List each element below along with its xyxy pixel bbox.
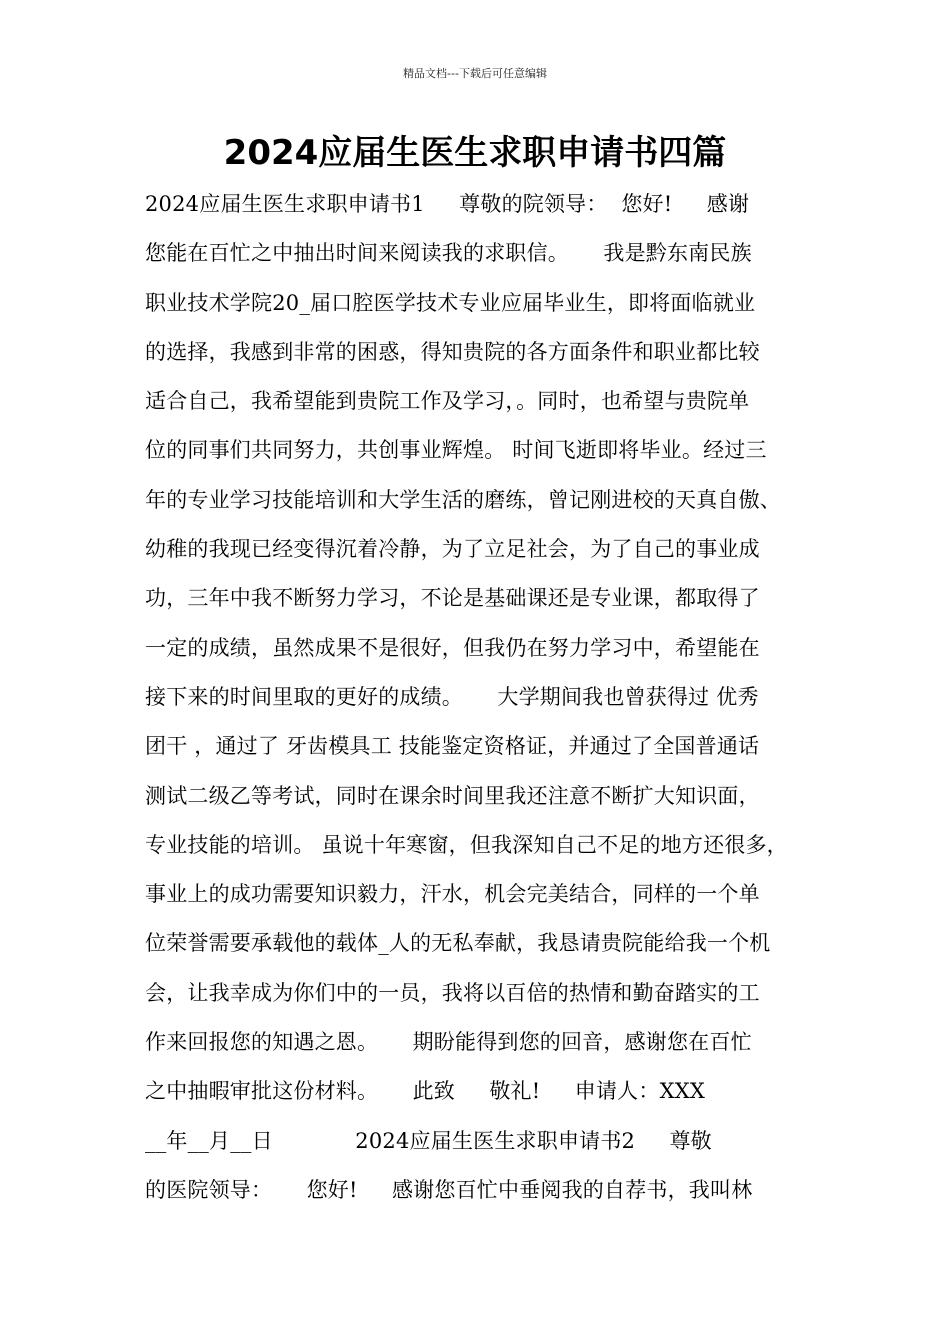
text-line: 职业技术学院20_届口腔医学技术专业应届毕业生，即将面临就业	[145, 290, 756, 315]
document-title: 2024应届生医生求职申请书四篇	[223, 133, 727, 173]
text-line: 的医院领导： 您好! 感谢您百忙中垂阅我的自荐书，我叫林	[145, 1177, 753, 1202]
text-line: 接下来的时间里取的更好的成绩。 大学期间我也曾获得过 优秀	[145, 684, 759, 709]
text-line: 功，三年中我不断努力学习，不论是基础课还是专业课，都取得了	[145, 586, 760, 611]
text-line: 的选择，我感到非常的困惑，得知贵院的各方面条件和职业都比较	[145, 339, 760, 364]
text-line: 您能在百忙之中抽出时间来阅读我的求职信。 我是黔东南民族	[145, 241, 752, 266]
text-line: 一定的成绩，虽然成果不是很好，但我仍在努力学习中，希望能在	[145, 635, 760, 660]
text-line: 专业技能的培训。 虽说十年寒窗，但我深知自己不足的地方还很多，	[145, 832, 788, 857]
text-line: 位荣誉需要承载他的载体_人的无私奉献，我恳请贵院能给我一个机	[145, 931, 771, 956]
text-line: 作来回报您的知遇之恩。 期盼能得到您的回音，感谢您在百忙	[145, 1030, 752, 1055]
text-line: 幼稚的我现已经变得沉着冷静，为了立足社会，为了自己的事业成	[145, 537, 760, 562]
body-text	[145, 180, 835, 1215]
text-line: __年__月__日 2024应届生医生求职申请书2 尊敬	[145, 1128, 712, 1153]
text-line: 测试二级乙等考试，同时在课余时间里我还注意不断扩大知识面，	[145, 783, 760, 808]
text-line: 2024应届生医生求职申请书1 尊敬的院领导： 您好! 感谢	[145, 192, 750, 216]
text-line: 年的专业学习技能培训和大学生活的磨练，曾记刚进校的天真自傲、	[145, 487, 781, 512]
text-line: 之中抽暇审批这份材料。 此致 敬礼! 申请人：XXX	[145, 1079, 706, 1104]
text-line: 会，让我幸成为你们中的一员，我将以百倍的热情和勤奋踏实的工	[145, 980, 760, 1005]
text-line: 事业上的成功需要知识毅力，汗水，机会完美结合，同样的一个单	[145, 882, 760, 907]
header-note: 精品文档---下载后可任意编辑	[403, 67, 547, 80]
text-line: 位的同事们共同努力，共创事业辉煌。 时间飞逝即将毕业。经过三	[145, 438, 767, 463]
text-line: 适合自己，我希望能到贵院工作及学习，。同时，也希望与贵院单	[145, 389, 750, 414]
text-line: 团干 ，通过了 牙齿模具工 技能鉴定资格证，并通过了全国普通话	[145, 734, 760, 759]
